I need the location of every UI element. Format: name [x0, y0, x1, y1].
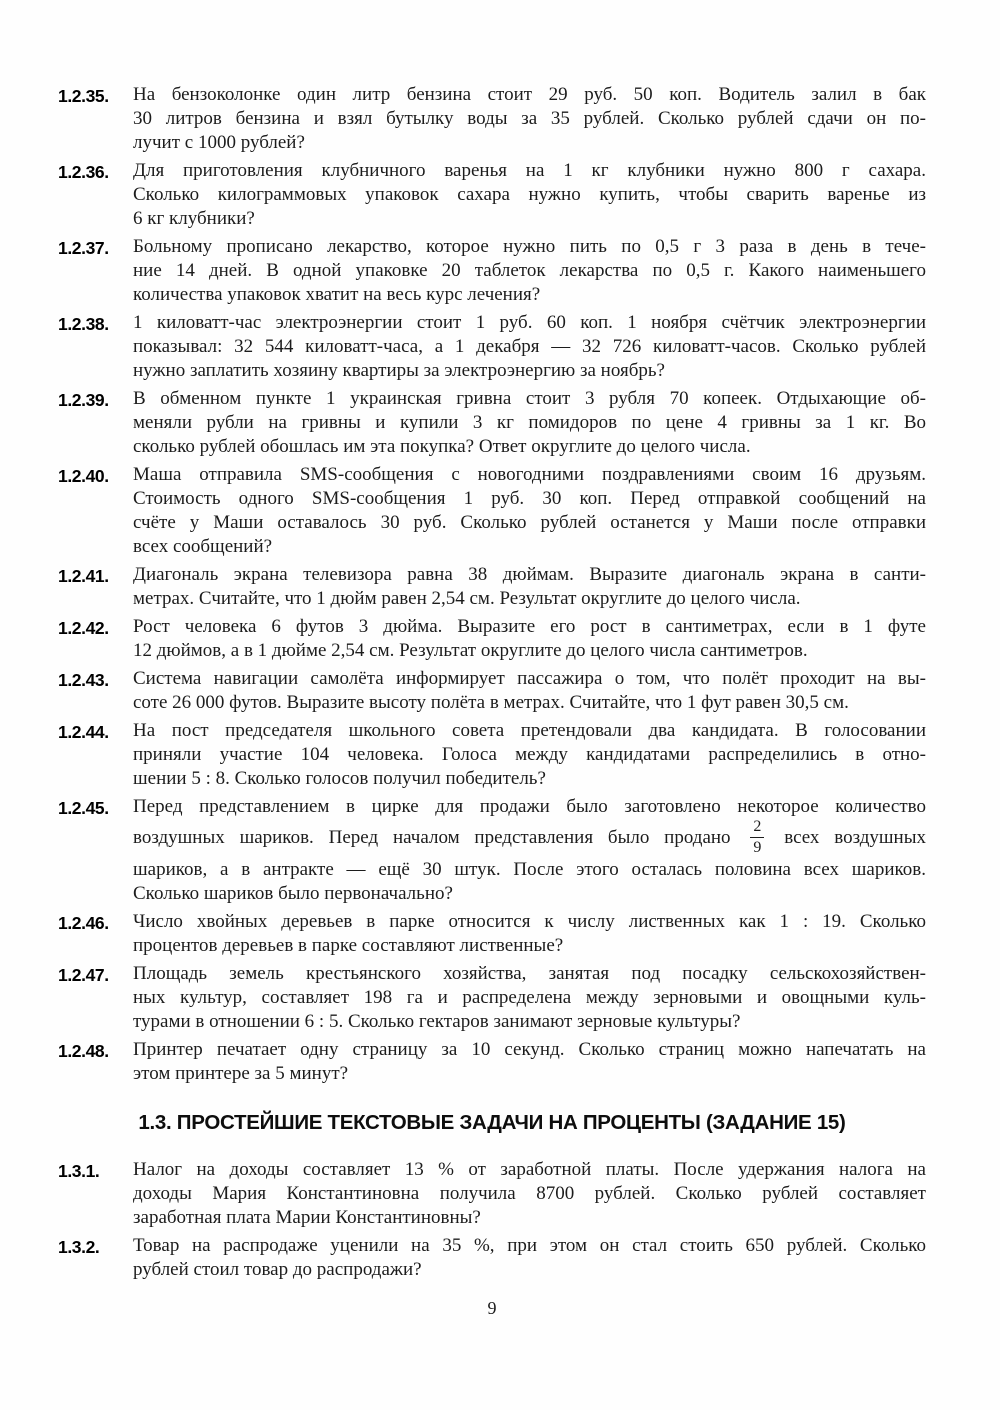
text-line: показывал: 32 544 киловатт-часа, а 1 декабря — 32 726 киловатт-часов. Сколько рублей	[133, 336, 926, 357]
text-line: Сколько килограммовых упаковок сахара нужно купить, чтобы сварить варенье из	[133, 184, 926, 205]
problem-text	[133, 1038, 926, 1086]
text-line: 30 литров бензина и взял бутылку воды за 35 рублей. Сколько рублей сдачи он по-	[133, 108, 926, 129]
problem-list-1-2	[58, 83, 926, 1086]
problem-number: 1.2.40.	[58, 466, 109, 486]
problem-item	[58, 1234, 926, 1282]
problem-number: 1.2.48.	[58, 1041, 109, 1061]
problem-item	[58, 311, 926, 383]
text-line: Перед представлением в цирке для продажи было заготовлено некоторое количество	[133, 796, 926, 817]
problem-item	[58, 719, 926, 791]
problem-item	[58, 1158, 926, 1230]
problem-item	[58, 387, 926, 459]
problem-number: 1.3.1.	[58, 1161, 100, 1181]
problem-text	[133, 387, 926, 459]
text-line: метрах. Считайте, что 1 дюйм равен 2,54 см. Результат округлите до целого числа.	[133, 588, 801, 609]
problem-item	[58, 563, 926, 611]
problem-text	[133, 1234, 926, 1282]
problem-text	[133, 463, 926, 559]
fraction-denominator: 9	[753, 839, 762, 856]
text-line: Больному прописано лекарство, которое нужно пить по 0,5 г 3 раза в день в тече-	[133, 236, 926, 257]
fraction-numerator: 2	[750, 818, 764, 838]
text-line: Система навигации самолёта информирует пассажира о том, что полёт проходит на вы-	[133, 668, 926, 689]
text-line: нужно заплатить хозяину квартиры за электроэнергию за ноябрь?	[133, 360, 665, 381]
text-line: Число хвойных деревьев в парке относится к числу лиственных как 1 : 19. Сколько	[133, 911, 926, 932]
problem-list-1-3	[58, 1158, 926, 1282]
problem-number: 1.2.36.	[58, 162, 109, 182]
problem-text	[133, 563, 926, 611]
problem-number: 1.2.42.	[58, 618, 109, 638]
text-line: Рост человека 6 футов 3 дюйма. Выразите его рост в сантиметрах, если в 1 футе	[133, 616, 926, 637]
problem-text	[133, 962, 926, 1034]
text-line: ных культур, составляет 198 га и распределена между зерновыми и овощными куль-	[133, 987, 926, 1008]
text-line: Диагональ экрана телевизора равна 38 дюймам. Выразите диагональ экрана в санти-	[133, 564, 926, 585]
text-line: Налог на доходы составляет 13 % от заработной платы. После удержания налога на	[133, 1159, 926, 1180]
problem-text	[133, 159, 926, 231]
problem-item	[58, 667, 926, 715]
problem-text	[133, 83, 926, 155]
problem-item	[58, 235, 926, 307]
problem-text	[133, 1158, 926, 1230]
page-number: 9	[487, 1298, 497, 1318]
text-line: Площадь земель крестьянского хозяйства, занятая под посадку сельскохозяйствен-	[133, 963, 926, 984]
text-line: На бензоколонке один литр бензина стоит 29 руб. 50 коп. Водитель залил в бак	[133, 84, 926, 105]
problem-text	[133, 235, 926, 307]
text-line: шении 5 : 8. Сколько голосов получил победитель?	[133, 768, 546, 789]
text-line: Стоимость одного SMS-сообщения 1 руб. 30 коп. Перед отправкой сообщений на	[133, 488, 926, 509]
text-line: В обменном пункте 1 украинская гривна стоит 3 рубля 70 копеек. Отдыхающие об-	[133, 388, 926, 409]
text-line: воздушных шариков. Перед началом представления было продано $\frac{2}{9}$ всех воздушных	[133, 818, 926, 856]
problem-item	[58, 1038, 926, 1086]
problem-text	[133, 795, 926, 906]
text-line: счёте у Маши оставалось 30 руб. Сколько рублей останется у Маши после отправки	[133, 512, 926, 533]
fraction	[750, 818, 764, 857]
problem-item	[58, 910, 926, 958]
problem-number: 1.3.2.	[58, 1237, 100, 1257]
text-line: приняли участие 104 человека. Голоса между кандидатами распределились в отно-	[133, 744, 926, 765]
problem-number: 1.2.45.	[58, 798, 109, 818]
text-line: сколько рублей обошлась им эта покупка? Ответ округлите до целого числа.	[133, 436, 751, 457]
problem-number: 1.2.37.	[58, 238, 109, 258]
section-heading: 1.3. ПРОСТЕЙШИЕ ТЕКСТОВЫЕ ЗАДАЧИ НА ПРОЦЕНТЫ (ЗАДАНИЕ 15)	[138, 1111, 846, 1134]
problem-text	[133, 311, 926, 383]
problem-item	[58, 795, 926, 906]
problem-item	[58, 962, 926, 1034]
text-line: шариков, а в антракте — ещё 30 штук. После этого осталась половина всех шариков.	[133, 859, 926, 880]
text-line: На пост председателя школьного совета претендовали два кандидата. В голосовании	[133, 720, 926, 741]
text-line: Сколько шариков было первоначально?	[133, 883, 453, 904]
problem-text	[133, 910, 926, 958]
problem-item	[58, 159, 926, 231]
problem-text	[133, 719, 926, 791]
problem-number: 1.2.44.	[58, 722, 109, 742]
problem-item	[58, 615, 926, 663]
text-line: 12 дюймов, а в 1 дюйме 2,54 см. Результат округлите до целого числа сантиметров.	[133, 640, 808, 661]
problem-number: 1.2.41.	[58, 566, 109, 586]
text-line: Маша отправила SMS-сообщения с новогодними поздравлениями своим 16 друзьям.	[133, 464, 926, 485]
text-line: рублей стоил товар до распродажи?	[133, 1259, 422, 1280]
problem-item	[58, 463, 926, 559]
text-line: соте 26 000 футов. Выразите высоту полёта в метрах. Считайте, что 1 фут равен 30,5 см.	[133, 692, 849, 713]
text-line: ние 14 дней. В одной упаковке 20 таблеток лекарства по 0,5 г. Какого наименьшего	[133, 260, 926, 281]
text-line: 1 киловатт-час электроэнергии стоит 1 руб. 60 коп. 1 ноября счётчик электроэнергии	[133, 312, 926, 333]
text-line: Товар на распродаже уценили на 35 %, при этом он стал стоить 650 рублей. Сколько	[133, 1235, 926, 1256]
text-line: Для приготовления клубничного варенья на 1 кг клубники нужно 800 г сахара.	[133, 160, 926, 181]
text-line: Принтер печатает одну страницу за 10 секунд. Сколько страниц можно напечатать на	[133, 1039, 926, 1060]
problem-item	[58, 83, 926, 155]
problem-number: 1.2.35.	[58, 86, 109, 106]
text-line: заработная плата Марии Константиновны?	[133, 1207, 481, 1228]
text-line: 6 кг клубники?	[133, 208, 255, 229]
problem-text	[133, 615, 926, 663]
text-line: турами в отношении 6 : 5. Сколько гектаров занимают зерновые культуры?	[133, 1011, 741, 1032]
text-line: процентов деревьев в парке составляют лиственные?	[133, 935, 564, 956]
text-line: доходы Мария Константиновна получила 8700 рублей. Сколько рублей составляет	[133, 1183, 926, 1204]
text-line: количества упаковок хватит на весь курс лечения?	[133, 284, 541, 305]
problem-number: 1.2.38.	[58, 314, 109, 334]
problem-number: 1.2.46.	[58, 913, 109, 933]
problem-number: 1.2.43.	[58, 670, 109, 690]
text-line: этом принтере за 5 минут?	[133, 1063, 349, 1084]
problem-number: 1.2.47.	[58, 965, 109, 985]
text-line: лучит с 1000 рублей?	[133, 132, 305, 153]
problem-number: 1.2.39.	[58, 390, 109, 410]
text-line: меняли рубли на гривны и купили 3 кг помидоров по цене 4 гривны за 1 кг. Во	[133, 412, 926, 433]
text-line: всех сообщений?	[133, 536, 273, 557]
problem-text	[133, 667, 926, 715]
